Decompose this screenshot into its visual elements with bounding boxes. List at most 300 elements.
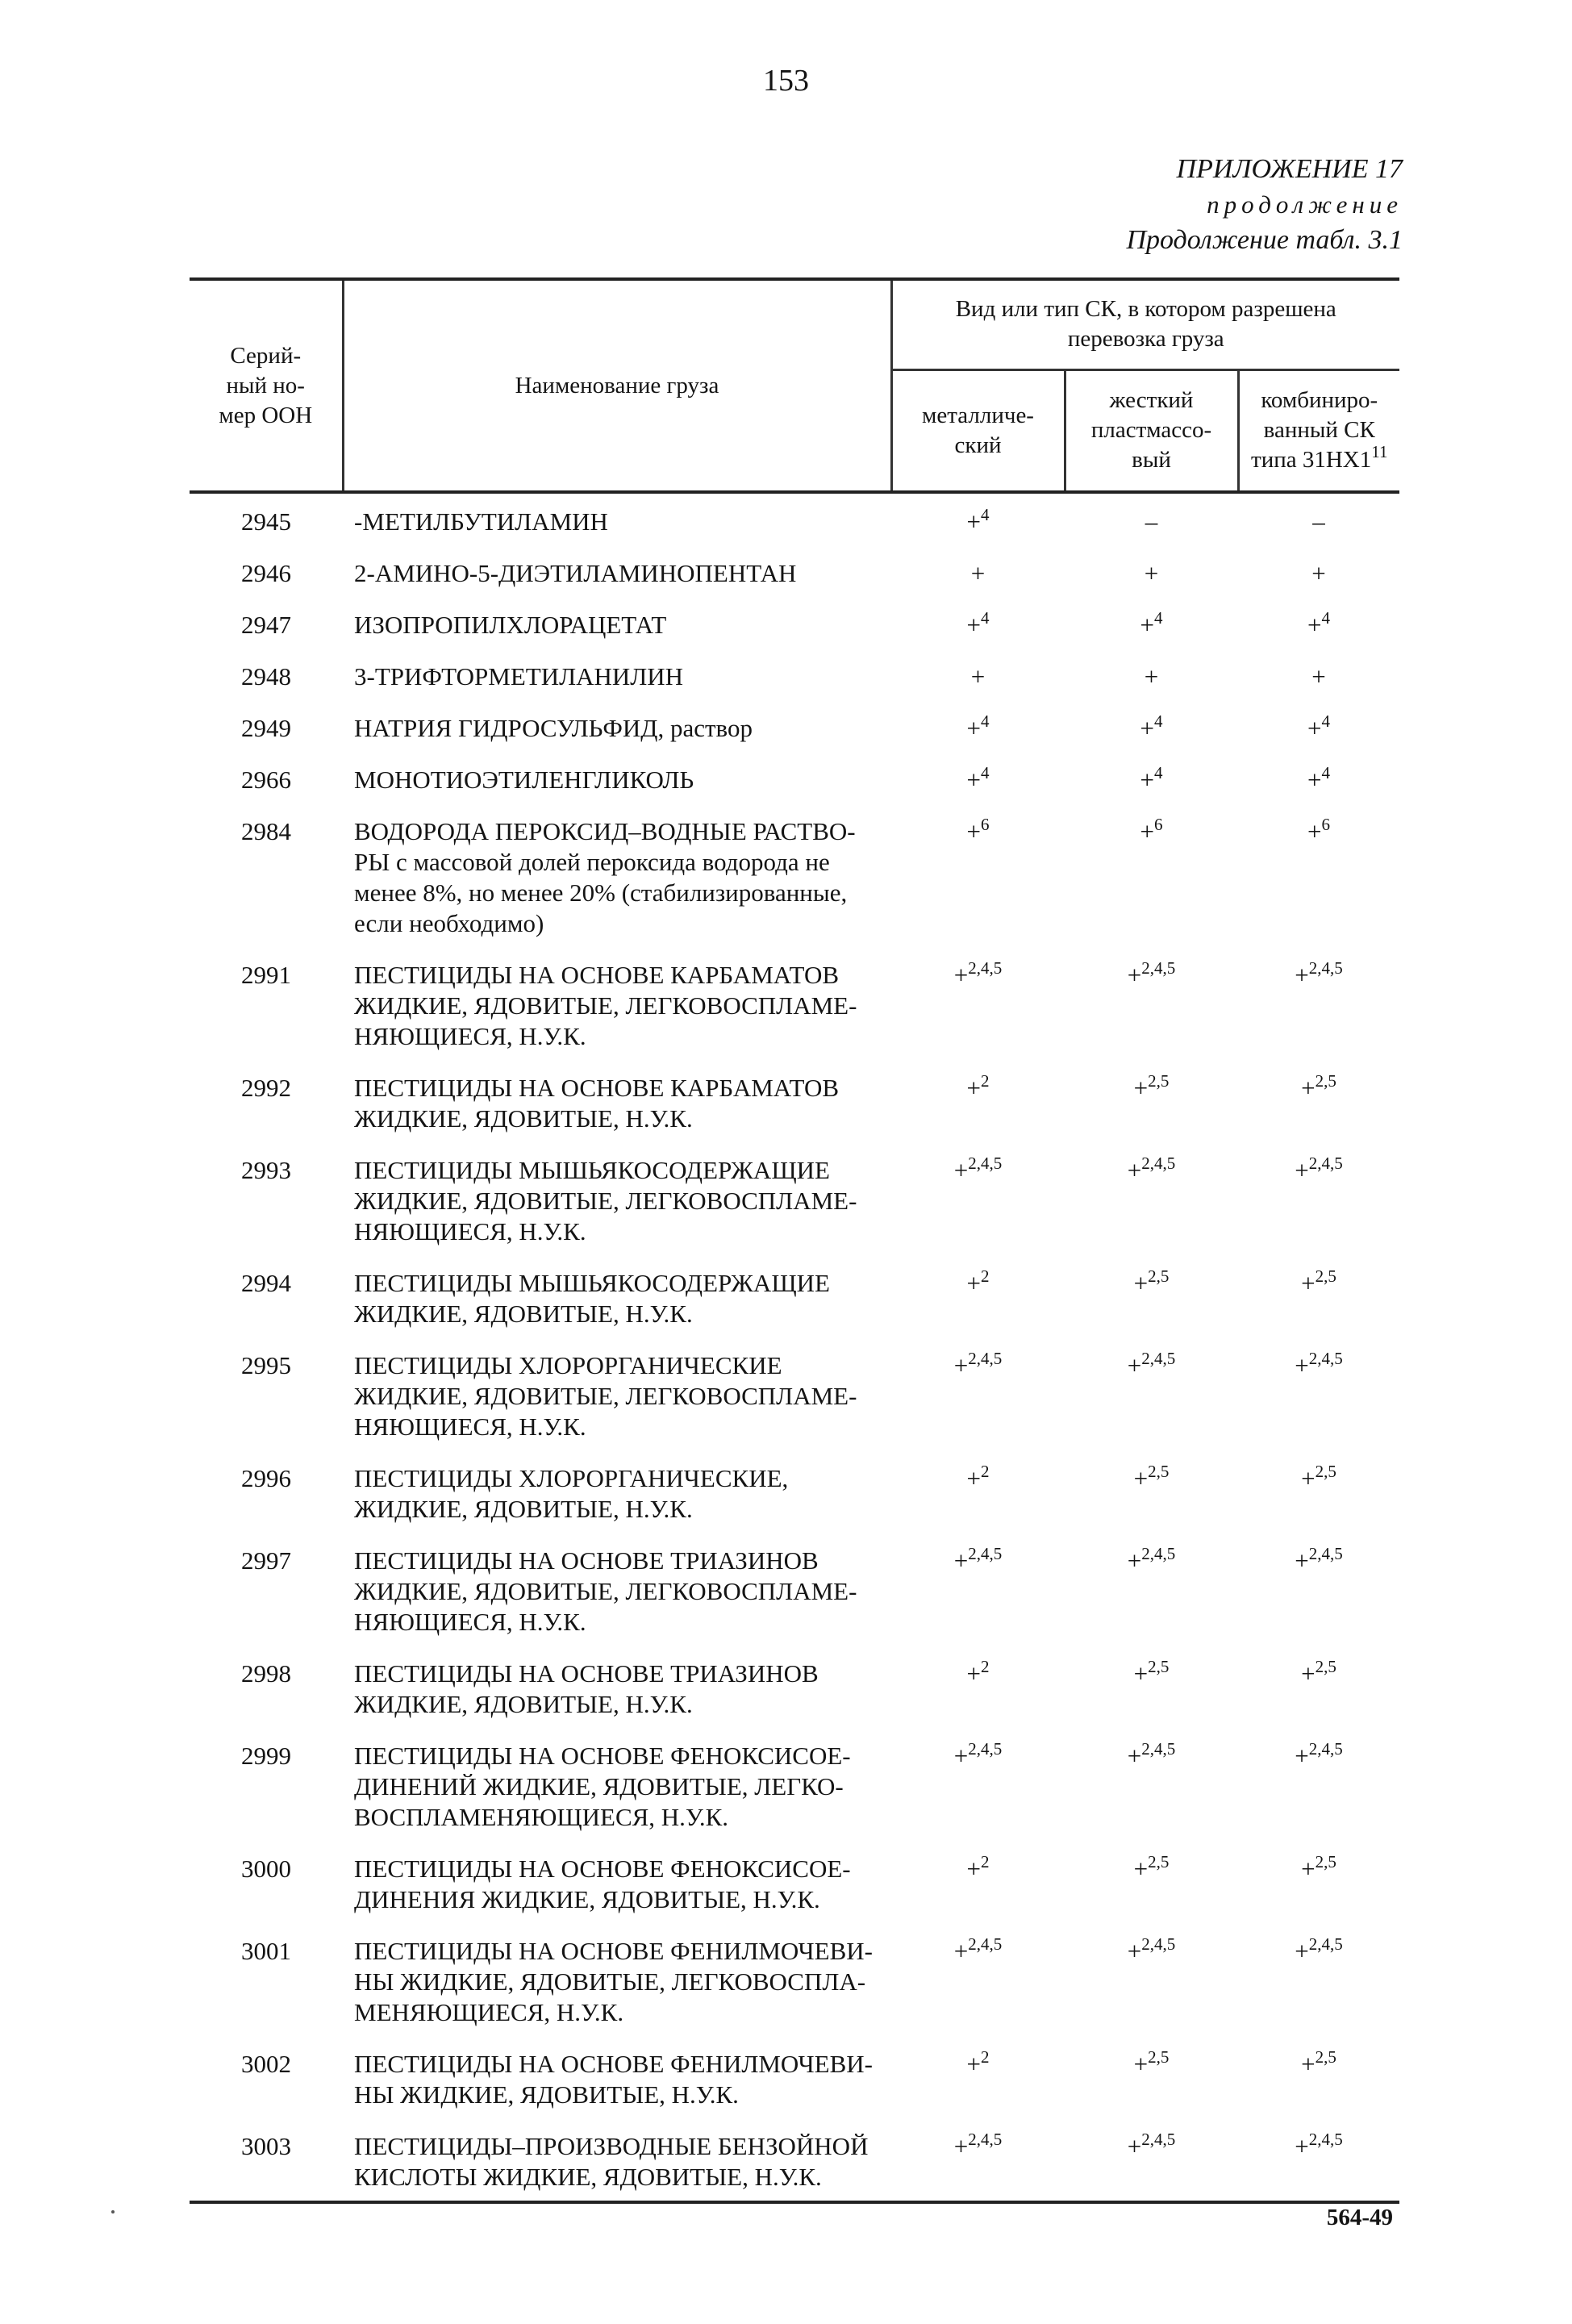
permit-sign: +	[1133, 1464, 1149, 1492]
cargo-name-cell	[343, 1350, 891, 1463]
permit-sign: +	[966, 1269, 981, 1297]
permit-sign: +	[1295, 1742, 1309, 1770]
header-cargo-name: Наименование груза	[343, 279, 891, 492]
header-metal	[891, 369, 1065, 492]
permit-sign: –	[1145, 507, 1158, 536]
continuation-label: продолжение	[1207, 190, 1403, 219]
metal-permit-cell	[891, 765, 1065, 816]
combined-permit-cell	[1238, 1268, 1399, 1350]
cargo-name-line: ПЕСТИЦИДЫ НА ОСНОВЕ КАРБАМАТОВ	[354, 961, 840, 989]
cargo-name-line: НЫ ЖИДКИЕ, ЯДОВИТЫЕ, ЛЕГКОВОСПЛА-	[354, 1967, 866, 1996]
cargo-name-line: ЖИДКИЕ, ЯДОВИТЫЕ, Н.У.К.	[354, 1104, 693, 1133]
permit-sign: +	[1301, 1269, 1316, 1297]
permit-sign: +	[1133, 1269, 1149, 1297]
permit-sign: +	[1307, 611, 1322, 639]
metal-permit-cell	[891, 610, 1065, 661]
permit-sign: –	[1312, 507, 1325, 536]
metal-permit-cell	[891, 713, 1065, 765]
cargo-name-cell	[343, 1546, 891, 1659]
plastic-permit-cell	[1065, 1741, 1238, 1854]
un-number-cell: 2945	[241, 507, 291, 536]
metal-permit-cell	[891, 1463, 1065, 1546]
permit-sign: +	[1295, 1156, 1309, 1184]
plastic-permit-cell	[1065, 558, 1238, 610]
un-number-cell: 2947	[241, 611, 291, 639]
permit-footnote: 4	[1153, 763, 1163, 782]
header-un-line: мер ООН	[219, 402, 313, 428]
permit-sign: +	[966, 2050, 981, 2078]
header-container-group	[891, 279, 1399, 369]
metal-permit-cell	[891, 1350, 1065, 1463]
cargo-name-line: ПЕСТИЦИДЫ НА ОСНОВЕ ФЕНОКСИСОЕ-	[354, 1855, 851, 1883]
cargo-name-line: ПЕСТИЦИДЫ НА ОСНОВЕ ТРИАЗИНОВ	[354, 1659, 819, 1688]
cargo-name-line: НЯЮЩИЕСЯ, Н.У.К.	[354, 1022, 586, 1050]
cargo-name-cell	[343, 1073, 891, 1155]
permit-sign: +	[966, 1659, 981, 1688]
combined-permit-cell	[1238, 661, 1399, 713]
header-un-line: ный но-	[226, 372, 305, 398]
cargo-name-line: ИЗОПРОПИЛХЛОРАЦЕТАТ	[354, 611, 667, 639]
cargo-name-cell	[343, 1155, 891, 1268]
permit-sign: +	[1127, 2132, 1142, 2160]
un-number-cell: 2996	[241, 1464, 291, 1492]
header-combined	[1238, 369, 1399, 492]
cargo-name-line: ПЕСТИЦИДЫ ХЛОРОРГАНИЧЕСКИЕ,	[354, 1464, 789, 1492]
cargo-name-cell	[343, 1936, 891, 2049]
combined-permit-cell	[1238, 816, 1399, 960]
combined-permit-cell	[1238, 1073, 1399, 1155]
permit-footnote: 2,4,5	[1141, 1934, 1176, 1954]
permit-footnote: 4	[980, 608, 990, 628]
permit-sign: +	[1140, 766, 1154, 794]
metal-permit-cell	[891, 1659, 1065, 1741]
permit-footnote: 2	[980, 1266, 990, 1286]
plastic-permit-cell	[1065, 1073, 1238, 1155]
combined-permit-cell	[1238, 1936, 1399, 2049]
combined-permit-cell	[1238, 765, 1399, 816]
header-combined-line: комбиниро-	[1261, 387, 1378, 414]
metal-permit-cell	[891, 1936, 1065, 2049]
combined-permit-cell	[1238, 960, 1399, 1073]
cargo-name-line: ВОДОРОДА ПЕРОКСИД–ВОДНЫЕ РАСТВО-	[354, 817, 856, 845]
permit-sign: +	[1295, 1546, 1309, 1575]
cargo-name-line: ЖИДКИЕ, ЯДОВИТЫЕ, ЛЕГКОВОСПЛАМЕ-	[354, 1577, 857, 1605]
cargo-name-line: НЯЮЩИЕСЯ, Н.У.К.	[354, 1217, 586, 1245]
combined-permit-cell	[1238, 1546, 1399, 1659]
permit-sign: +	[1144, 662, 1159, 691]
permit-sign: +	[953, 1351, 969, 1379]
permit-sign: +	[970, 559, 986, 587]
permit-footnote: 4	[1321, 608, 1330, 628]
metal-permit-cell	[891, 1268, 1065, 1350]
permit-sign: +	[1295, 2132, 1309, 2160]
permit-footnote: 2,4,5	[1141, 958, 1176, 978]
cargo-name-line: ПЕСТИЦИДЫ НА ОСНОВЕ ФЕНОКСИСОЕ-	[354, 1742, 851, 1770]
plastic-permit-cell	[1065, 2131, 1238, 2202]
permit-sign: +	[1133, 1659, 1149, 1688]
table-header	[190, 279, 1399, 492]
permit-footnote: 2	[980, 2047, 990, 2067]
un-number-cell: 2966	[241, 766, 291, 794]
plastic-permit-cell	[1065, 1659, 1238, 1741]
stray-mark	[111, 2210, 115, 2213]
page-number: 153	[763, 64, 809, 98]
permit-footnote: 2,4,5	[968, 1349, 1003, 1368]
permit-footnote: 2,5	[1315, 1462, 1336, 1481]
permit-footnote: 2,4,5	[1308, 1544, 1343, 1563]
cargo-name-cell	[343, 713, 891, 765]
permit-sign: +	[1311, 559, 1326, 587]
un-number-cell: 2993	[241, 1156, 291, 1184]
cargo-name-line: ПЕСТИЦИДЫ МЫШЬЯКОСОДЕРЖАЩИЕ	[354, 1269, 830, 1297]
cargo-name-line: ПЕСТИЦИДЫ–ПРОИЗВОДНЫЕ БЕНЗОЙНОЙ	[354, 2132, 869, 2160]
cargo-name-line: КИСЛОТЫ ЖИДКИЕ, ЯДОВИТЫЕ, Н.У.К.	[354, 2163, 822, 2191]
table-row	[190, 1155, 1399, 1268]
header-combined-type: типа 31НХ1	[1251, 447, 1372, 474]
cargo-name-line: МОНОТИОЭТИЛЕНГЛИКОЛЬ	[354, 766, 694, 794]
table-row	[190, 2049, 1399, 2131]
cargo-name-line: менее 8%, но менее 20% (стабилизированные,	[354, 878, 848, 907]
permit-footnote: 2,5	[1148, 2047, 1170, 2067]
permit-sign: +	[966, 507, 981, 536]
permit-sign: +	[1301, 2050, 1316, 2078]
table-row	[190, 1463, 1399, 1546]
permit-sign: +	[1140, 714, 1154, 742]
permit-footnote: 2	[980, 1071, 990, 1091]
permit-footnote: 4	[1153, 608, 1163, 628]
permit-sign: +	[1127, 1156, 1142, 1184]
un-number-cell: 2992	[241, 1074, 291, 1102]
cargo-name-line: ЖИДКИЕ, ЯДОВИТЫЕ, ЛЕГКОВОСПЛАМЕ-	[354, 991, 857, 1020]
permit-sign: +	[966, 1464, 981, 1492]
metal-permit-cell	[891, 1854, 1065, 1936]
permit-footnote: 2,4,5	[1308, 1154, 1343, 1173]
appendix-title: ПРИЛОЖЕНИЕ 17	[1176, 154, 1403, 184]
plastic-permit-cell	[1065, 1463, 1238, 1546]
cargo-name-line: НАТРИЯ ГИДРОСУЛЬФИД, раствор	[354, 714, 753, 742]
permit-sign: +	[1295, 1937, 1309, 1965]
cargo-name-line: НЯЮЩИЕСЯ, Н.У.К.	[354, 1412, 586, 1441]
un-number-cell: 2984	[241, 817, 291, 845]
permit-footnote: 2,5	[1148, 1266, 1170, 1286]
cargo-name-line: ЖИДКИЕ, ЯДОВИТЫЕ, ЛЕГКОВОСПЛАМЕ-	[354, 1382, 857, 1410]
header-metal-line: металличе-	[922, 402, 1034, 428]
un-number-cell: 2946	[241, 559, 291, 587]
un-number-cell: 3001	[241, 1937, 291, 1965]
metal-permit-cell	[891, 2049, 1065, 2131]
cargo-name-line: 2-АМИНО-5-ДИЭТИЛАМИНОПЕНТАН	[354, 559, 797, 587]
permit-sign: +	[1307, 766, 1322, 794]
cargo-name-line: НЫ ЖИДКИЕ, ЯДОВИТЫЕ, Н.У.К.	[354, 2080, 739, 2109]
permit-sign: +	[1127, 1742, 1142, 1770]
plastic-permit-cell	[1065, 661, 1238, 713]
metal-permit-cell	[891, 1073, 1065, 1155]
permit-sign: +	[1307, 817, 1322, 845]
permit-footnote: 4	[980, 505, 990, 524]
permit-sign: +	[1127, 1546, 1142, 1575]
appendix-caption	[1126, 152, 1403, 258]
header-combined-line	[1240, 442, 1400, 475]
plastic-permit-cell	[1065, 2049, 1238, 2131]
permit-footnote: 2,4,5	[968, 2130, 1003, 2149]
table-row	[190, 816, 1399, 960]
permit-sign: +	[953, 1937, 969, 1965]
permit-sign: +	[953, 1546, 969, 1575]
footer-code: 564-49	[1326, 2205, 1393, 2230]
combined-permit-cell	[1238, 1854, 1399, 1936]
header-un-number	[190, 279, 343, 492]
header-plastic-line: пластмассо-	[1090, 417, 1212, 444]
un-number-cell: 3000	[241, 1855, 291, 1883]
permit-footnote: 2	[980, 1462, 990, 1481]
permit-footnote: 2,4,5	[1308, 1349, 1343, 1368]
metal-permit-cell	[891, 816, 1065, 960]
header-combined-line: ванный СК	[1263, 417, 1375, 444]
permit-footnote: 2,5	[1148, 1462, 1170, 1481]
cargo-name-line: РЫ с массовой долей пероксида водорода не	[354, 848, 830, 876]
permit-footnote: 2,4,5	[968, 1544, 1003, 1563]
permit-sign: +	[966, 611, 981, 639]
cargo-name-line: ПЕСТИЦИДЫ МЫШЬЯКОСОДЕРЖАЩИЕ	[354, 1156, 830, 1184]
permit-sign: +	[1127, 1937, 1142, 1965]
permit-sign: +	[1301, 1074, 1316, 1102]
cargo-name-cell	[343, 765, 891, 816]
permit-sign: +	[953, 2132, 969, 2160]
permit-sign: +	[1144, 559, 1159, 587]
permit-footnote: 2,4,5	[1141, 1544, 1176, 1563]
header-plastic	[1065, 369, 1238, 492]
plastic-permit-cell	[1065, 1936, 1238, 2049]
combined-permit-cell	[1238, 1659, 1399, 1741]
combined-permit-cell	[1238, 2131, 1399, 2202]
cargo-name-line: НЯЮЩИЕСЯ, Н.У.К.	[354, 1608, 586, 1636]
table-row	[190, 1073, 1399, 1155]
cargo-name-line: ПЕСТИЦИДЫ НА ОСНОВЕ ФЕНИЛМОЧЕВИ-	[354, 1937, 874, 1965]
cargo-name-line: ВОСПЛАМЕНЯЮЩИЕСЯ, Н.У.К.	[354, 1803, 729, 1831]
cargo-name-cell	[343, 1854, 891, 1936]
table-row	[190, 1936, 1399, 2049]
permit-sign: +	[953, 1156, 969, 1184]
permit-sign: +	[966, 1855, 981, 1883]
cargo-name-line: ДИНЕНИЙ ЖИДКИЕ, ЯДОВИТЫЕ, ЛЕГКО-	[354, 1772, 844, 1800]
metal-permit-cell	[891, 492, 1065, 558]
cargo-name-line: ПЕСТИЦИДЫ ХЛОРОРГАНИЧЕСКИЕ	[354, 1351, 782, 1379]
un-number-cell: 2949	[241, 714, 291, 742]
combined-permit-cell	[1238, 713, 1399, 765]
permit-sign: +	[953, 1742, 969, 1770]
table-row	[190, 2131, 1399, 2202]
plastic-permit-cell	[1065, 960, 1238, 1073]
table-row	[190, 1854, 1399, 1936]
combined-permit-cell	[1238, 1741, 1399, 1854]
permit-sign: +	[1311, 662, 1326, 691]
permit-footnote: 2,4,5	[1141, 2130, 1176, 2149]
permit-footnote: 2	[980, 1852, 990, 1871]
cargo-name-cell	[343, 2131, 891, 2202]
cargo-name-cell	[343, 960, 891, 1073]
un-number-cell: 2994	[241, 1269, 291, 1297]
table-row	[190, 661, 1399, 713]
permit-footnote: 6	[1153, 815, 1163, 834]
un-number-cell: 2995	[241, 1351, 291, 1379]
permit-sign: +	[970, 662, 986, 691]
permit-sign: +	[1301, 1855, 1316, 1883]
footnote-ref: 11	[1371, 442, 1388, 462]
cargo-name-line: ЖИДКИЕ, ЯДОВИТЫЕ, Н.У.К.	[354, 1495, 693, 1523]
cargo-name-cell	[343, 610, 891, 661]
header-metal-line: ский	[954, 432, 1002, 458]
permit-sign: +	[966, 817, 981, 845]
cargo-table	[190, 277, 1399, 2204]
metal-permit-cell	[891, 1546, 1065, 1659]
permit-footnote: 2,4,5	[968, 1154, 1003, 1173]
un-number-cell: 3003	[190, 2131, 343, 2202]
un-number-cell: 2991	[241, 961, 291, 989]
table-row	[190, 1268, 1399, 1350]
plastic-permit-cell	[1065, 765, 1238, 816]
header-un-line: Серий-	[230, 342, 302, 369]
table-row	[190, 1350, 1399, 1463]
permit-sign: +	[966, 714, 981, 742]
plastic-permit-cell	[1065, 713, 1238, 765]
permit-footnote: 6	[1321, 815, 1330, 834]
cargo-name-cell	[343, 492, 891, 558]
permit-sign: +	[1301, 1464, 1316, 1492]
table-row	[190, 765, 1399, 816]
table-row	[190, 1659, 1399, 1741]
cargo-name-cell	[343, 1268, 891, 1350]
permit-sign: +	[1295, 961, 1309, 989]
permit-sign: +	[966, 1074, 981, 1102]
cargo-name-line: ЖИДКИЕ, ЯДОВИТЫЕ, Н.У.К.	[354, 1300, 693, 1328]
un-number-cell: 2999	[241, 1742, 291, 1770]
permit-sign: +	[1140, 611, 1154, 639]
cargo-name-line: МЕНЯЮЩИЕСЯ, Н.У.К.	[354, 1998, 624, 2026]
plastic-permit-cell	[1065, 816, 1238, 960]
un-number-cell: 3002	[241, 2050, 291, 2078]
combined-permit-cell	[1238, 1350, 1399, 1463]
header-group-line: перевозка груза	[1067, 326, 1224, 353]
permit-sign: +	[1133, 2050, 1149, 2078]
un-number-cell: 2997	[241, 1546, 291, 1575]
cargo-name-line: ПЕСТИЦИДЫ НА ОСНОВЕ ФЕНИЛМОЧЕВИ-	[354, 2050, 874, 2078]
header-group-line: Вид или тип СК, в котором разрешена	[955, 296, 1336, 323]
table-row	[190, 1546, 1399, 1659]
permit-footnote: 2,5	[1315, 1071, 1336, 1091]
permit-footnote: 2,4,5	[1308, 2130, 1343, 2149]
plastic-permit-cell	[1065, 610, 1238, 661]
permit-footnote: 2,4,5	[1308, 1934, 1343, 1954]
table-row	[190, 610, 1399, 661]
combined-permit-cell	[1238, 610, 1399, 661]
cargo-name-line: 3-ТРИФТОРМЕТИЛАНИЛИН	[354, 662, 684, 691]
permit-sign: +	[953, 961, 969, 989]
metal-permit-cell	[891, 2131, 1065, 2202]
table-reference: Продолжение табл. 3.1	[1126, 225, 1403, 255]
table-row	[190, 960, 1399, 1073]
plastic-permit-cell	[1065, 1155, 1238, 1268]
cargo-name-cell	[343, 2049, 891, 2131]
permit-footnote: 2,5	[1315, 1266, 1336, 1286]
combined-permit-cell	[1238, 2049, 1399, 2131]
cargo-name-line: ПЕСТИЦИДЫ НА ОСНОВЕ КАРБАМАТОВ	[354, 1074, 840, 1102]
permit-footnote: 2,5	[1315, 1657, 1336, 1676]
header-plastic-line: жесткий	[1109, 387, 1194, 414]
table-row	[190, 1741, 1399, 1854]
permit-footnote: 2,4,5	[968, 1739, 1003, 1759]
table-body	[190, 492, 1399, 2202]
cargo-name-cell	[343, 558, 891, 610]
permit-footnote: 4	[1153, 711, 1163, 731]
permit-footnote: 4	[1321, 711, 1330, 731]
permit-footnote: 2,4,5	[1141, 1349, 1176, 1368]
permit-footnote: 4	[980, 711, 990, 731]
permit-footnote: 2,4,5	[968, 1934, 1003, 1954]
permit-footnote: 2,5	[1148, 1071, 1170, 1091]
cargo-name-line: ЖИДКИЕ, ЯДОВИТЫЕ, ЛЕГКОВОСПЛАМЕ-	[354, 1187, 857, 1215]
plastic-permit-cell	[1065, 1268, 1238, 1350]
permit-footnote: 2,4,5	[968, 958, 1003, 978]
cargo-name-cell	[343, 1463, 891, 1546]
plastic-permit-cell	[1065, 1854, 1238, 1936]
permit-sign: +	[1140, 817, 1154, 845]
permit-footnote: 6	[980, 815, 990, 834]
cargo-name-cell	[343, 661, 891, 713]
combined-permit-cell	[1238, 1155, 1399, 1268]
permit-footnote: 2	[980, 1657, 990, 1676]
permit-footnote: 4	[980, 763, 990, 782]
permit-footnote: 2,4,5	[1308, 958, 1343, 978]
permit-footnote: 2,5	[1315, 2047, 1336, 2067]
permit-sign: +	[1295, 1351, 1309, 1379]
un-number-cell: 2998	[241, 1659, 291, 1688]
plastic-permit-cell	[1065, 1546, 1238, 1659]
table-row	[190, 558, 1399, 610]
cargo-name-cell	[343, 1741, 891, 1854]
cargo-name-line: -МЕТИЛБУТИЛАМИН	[354, 507, 608, 536]
combined-permit-cell	[1238, 492, 1399, 558]
permit-sign: +	[1301, 1659, 1316, 1688]
header-plastic-line: вый	[1132, 447, 1171, 474]
cargo-name-cell	[343, 1659, 891, 1741]
plastic-permit-cell	[1065, 492, 1238, 558]
un-number-cell: 2948	[241, 662, 291, 691]
metal-permit-cell	[891, 661, 1065, 713]
table-row	[190, 492, 1399, 558]
permit-footnote: 2,5	[1148, 1657, 1170, 1676]
plastic-permit-cell	[1065, 1350, 1238, 1463]
cargo-name-line: ЖИДКИЕ, ЯДОВИТЫЕ, Н.У.К.	[354, 1690, 693, 1718]
permit-footnote: 2,4,5	[1141, 1154, 1176, 1173]
permit-sign: +	[966, 766, 981, 794]
table-row	[190, 713, 1399, 765]
permit-footnote: 2,5	[1148, 1852, 1170, 1871]
permit-footnote: 2,4,5	[1141, 1739, 1176, 1759]
cargo-name-line: ДИНЕНИЯ ЖИДКИЕ, ЯДОВИТЫЕ, Н.У.К.	[354, 1885, 820, 1913]
cargo-name-line: если необходимо)	[354, 909, 544, 937]
permit-sign: +	[1307, 714, 1322, 742]
metal-permit-cell	[891, 558, 1065, 610]
metal-permit-cell	[891, 1155, 1065, 1268]
combined-permit-cell	[1238, 1463, 1399, 1546]
combined-permit-cell	[1238, 558, 1399, 610]
permit-sign: +	[1133, 1074, 1149, 1102]
permit-sign: +	[1127, 961, 1142, 989]
cargo-name-line: ПЕСТИЦИДЫ НА ОСНОВЕ ТРИАЗИНОВ	[354, 1546, 819, 1575]
metal-permit-cell	[891, 960, 1065, 1073]
permit-sign: +	[1133, 1855, 1149, 1883]
permit-footnote: 4	[1321, 763, 1330, 782]
